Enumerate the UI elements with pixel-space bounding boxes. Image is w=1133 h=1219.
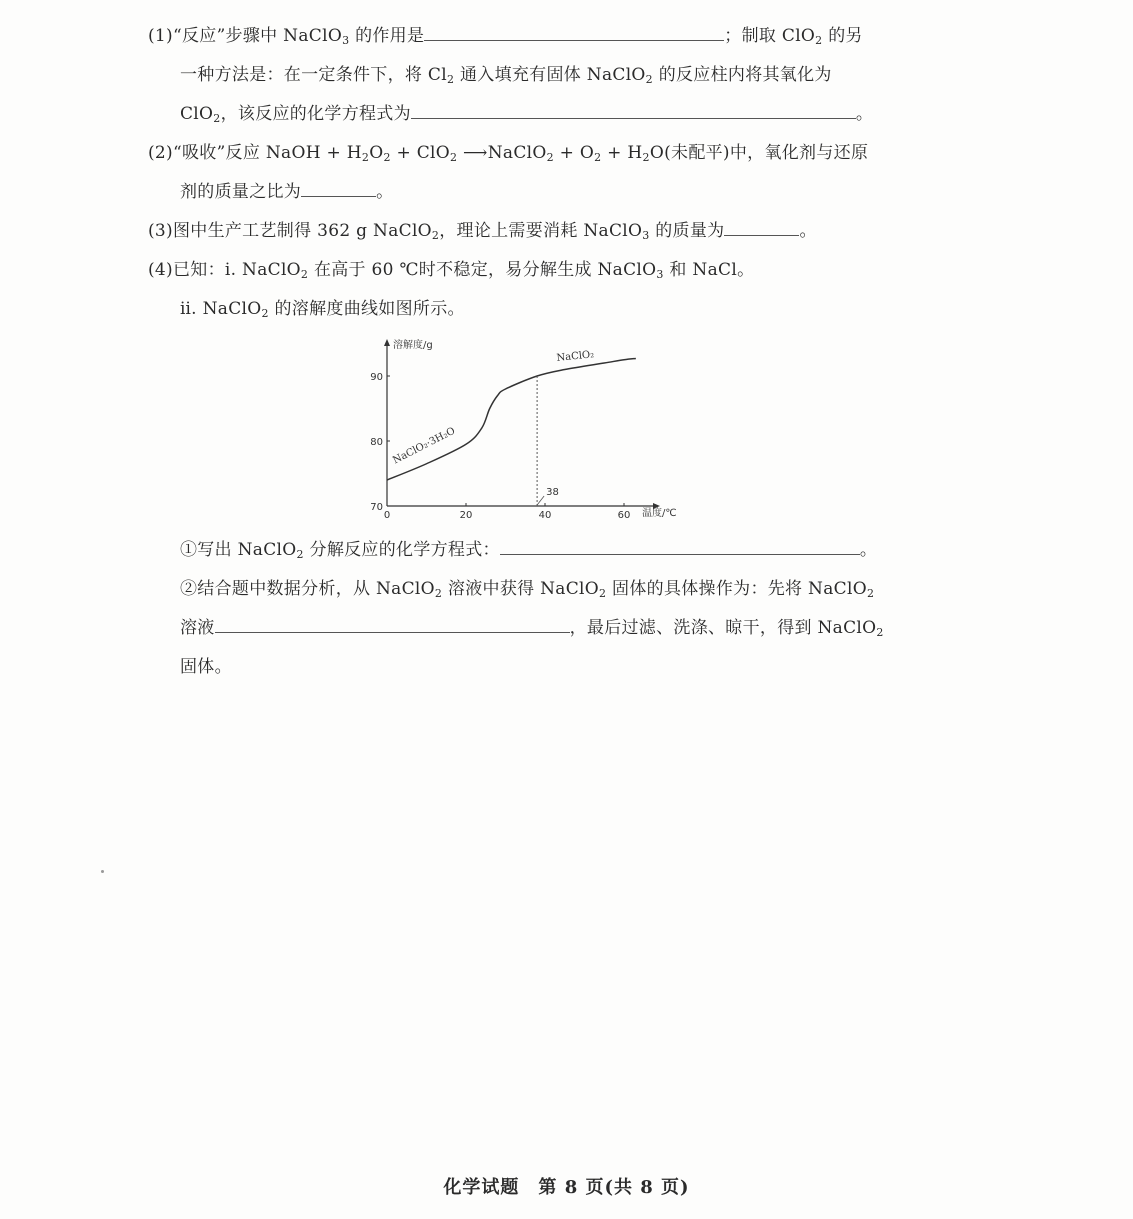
q1-line-2: 一种方法是：在一定条件下，将 $Cl_2$ 通入填充有固体 NaClO$_2$ 的反应柱内将其氧化为 [180, 65, 832, 86]
q1-line-1: (1)“反应”步骤中 NaClO$_3$ 的作用是 ；制取 ClO$_2$ 的另 [148, 26, 863, 47]
x-tick-label: 0 [383, 510, 391, 521]
x-tick-label: 40 [538, 510, 552, 521]
annotation-leader [537, 496, 544, 505]
answer-blank[interactable] [424, 26, 724, 41]
x-tick-label: 20 [459, 510, 473, 521]
q2-line-2: 剂的质量之比为 。 [180, 182, 394, 202]
y-axis-arrow [384, 339, 390, 346]
x-tick-label: 60 [617, 510, 631, 521]
q4-sub2-line-1: ②结合题中数据分析，从 NaClO$_2$ 溶液中获得 NaClO$_2$ 固体的具体操作为：先将 NaClO$_2$ [180, 579, 875, 600]
answer-blank[interactable] [301, 182, 376, 197]
solubility-chart [355, 330, 695, 525]
answer-blank[interactable] [411, 104, 856, 119]
solubility-curve [387, 358, 636, 480]
q3-line: (3)图中生产工艺制得 362 g NaClO$_2$，理论上需要消耗 NaClO$_3$ 的质量为 。 [148, 221, 817, 242]
answer-blank[interactable] [500, 540, 860, 555]
y-tick-label: 80 [370, 437, 383, 448]
y-tick-label: 70 [370, 502, 383, 513]
series-label-anhydrous: NaClO₂ [556, 349, 595, 365]
q4-line-1: (4)已知：ⅰ. NaClO$_2$ 在高于 60 ℃时不稳定，易分解生成 NaClO$_3$ 和 NaCl。 [148, 260, 755, 281]
x-axis-label: 温度/℃ [642, 508, 677, 519]
q4-sub1: ①写出 NaClO$_2$ 分解反应的化学方程式： 。 [180, 540, 878, 561]
answer-blank[interactable] [215, 618, 570, 633]
q4-line-2: ⅱ. NaClO$_2$ 的溶解度曲线如图所示。 [180, 299, 465, 320]
q2-line-1: (2)“吸收”反应 NaOH + $H_2O_2 + ClO_2$ ⟶NaClO$_2$ + $O_2 + H_2O$(未配平)中，氧化剂与还原 [148, 143, 869, 164]
scan-speck [101, 870, 104, 873]
series-label-trihydrate: NaClO₂·3H₂O [391, 425, 458, 467]
q1-line-3: ClO$_2$，该反应的化学方程式为 。 [180, 104, 874, 125]
page-footer: 化学试题 第 8 页(共 8 页) [443, 1177, 690, 1198]
annotation-label: 38 [546, 487, 559, 498]
q4-sub2-line-2: 溶液 ，最后过滤、洗涤、晾干，得到 NaClO$_2$ [180, 618, 884, 639]
q4-sub2-line-3: 固体。 [180, 657, 232, 677]
y-tick-label: 90 [370, 372, 383, 383]
answer-blank[interactable] [724, 221, 799, 236]
y-axis-label: 溶解度/g [393, 340, 433, 351]
